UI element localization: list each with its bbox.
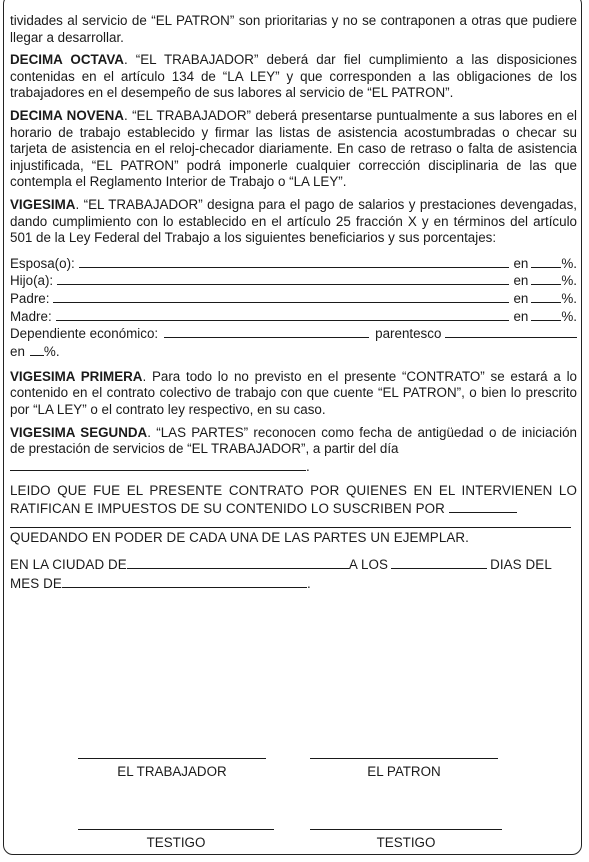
clause-text: . “LAS PARTES” reconocen como fecha de antigüedad o de iniciación de prestación de servicios de “EL TRABAJADOR”, a partir del día	[10, 424, 577, 457]
beneficiary-name-field[interactable]	[79, 255, 510, 268]
dias-del-label: DIAS DEL	[490, 557, 552, 573]
beneficiary-label: Esposa(o):	[10, 255, 75, 271]
percent-field[interactable]	[531, 272, 561, 285]
clause-text: . “EL TRABAJADOR” designa para el pago de salarios y prestaciones devengadas, dando cumplimiento con lo establecido en el artículo 25 fracción X y en términos del artículo 501 de la Ley Federal del Trabajo a los siguientes beneficiarios y sus porcentajes:	[10, 196, 577, 246]
percent-field[interactable]	[531, 255, 561, 268]
signature-testigo-2	[310, 829, 502, 852]
en-label: en	[513, 255, 529, 271]
percent-field[interactable]	[531, 290, 561, 303]
clause-decima-novena	[10, 108, 577, 191]
suscriben-continuation-line[interactable]	[10, 518, 571, 528]
clause-heading: VIGESIMA SEGUNDA	[10, 424, 148, 440]
clause-heading: VIGESIMA PRIMERA	[10, 368, 143, 384]
closing-quedando: QUEDANDO EN PODER DE CADA UNA DE LAS PARTES UN EJEMPLAR.	[10, 529, 470, 545]
clause-text: . “EL TRABAJADOR” deberá presentarse puntualmente a sus labores en el horario de trabajo establecido y firmar las listas de asistencia acostumbradas o checar su tarjeta de asistencia en el reloj-checador diariamente. En caso de retraso o falta de asistencia injustificada, “EL PATRON” podrá imponerle cualquier corrección disciplinaria de las que contempla el Reglamento Interior de Trabajo o “LA LEY”.	[10, 107, 577, 190]
dependiente-percent-row	[10, 343, 577, 361]
beneficiary-row-hijo	[10, 272, 577, 290]
leido-text: LEIDO QUE FUE EL PRESENTE CONTRATO POR QUIENES EN EL INTERVIENEN LO RATIFICAN E IMPUESTOS DE SU CONTENIDO LO SUSCRIBEN POR	[10, 483, 577, 516]
en-label: en	[513, 308, 529, 324]
period: .	[306, 575, 311, 591]
percent-field[interactable]	[30, 343, 44, 356]
beneficiary-label: Madre:	[10, 308, 52, 324]
clause-vigesima-primera	[10, 369, 577, 419]
signature-patron	[310, 758, 498, 781]
dependiente-name-field[interactable]	[164, 325, 369, 338]
beneficiary-row-esposa	[10, 255, 577, 273]
percent-sign: %.	[43, 344, 60, 360]
beneficiary-name-field[interactable]	[56, 308, 510, 321]
parentesco-label: parentesco	[375, 326, 442, 342]
clause-decima-octava	[10, 52, 577, 102]
beneficiary-label: Hijo(a):	[10, 273, 54, 289]
percent-group	[513, 308, 577, 326]
beneficiary-row-madre	[10, 308, 577, 326]
signature-label: EL PATRON	[367, 764, 441, 779]
signature-line[interactable]	[310, 829, 502, 830]
mes-de-label: MES DE	[10, 575, 62, 591]
ciudad-label: EN LA CIUDAD DE	[10, 557, 127, 573]
signature-trabajador	[78, 758, 266, 781]
city-date-line	[10, 556, 577, 574]
month-line	[10, 575, 577, 593]
percent-sign: %.	[561, 308, 577, 324]
percent-sign: %.	[561, 255, 577, 271]
contract-body	[10, 13, 577, 592]
city-field[interactable]	[127, 556, 349, 569]
percent-sign: %.	[561, 273, 577, 289]
clause-vigesima-segunda: VIGESIMA SEGUNDA. “LAS PARTES” reconocen como fecha de antigüedad o de iniciación de prestación de servicios de “EL TRABAJADOR”, a partir del día .	[10, 424, 577, 474]
clause-heading: VIGESIMA	[10, 196, 76, 212]
signature-line[interactable]	[310, 758, 498, 759]
dependiente-label: Dependiente económico:	[10, 326, 159, 342]
signature-testigo-1	[78, 829, 274, 852]
a-los-label: A LOS	[348, 557, 389, 573]
en-label: en	[513, 291, 529, 307]
intro-paragraph: tividades al servicio de “EL PATRON” son prioritarias y no se contraponen a otras que pudiere llegar a desarrollar.	[10, 13, 577, 45]
suscriben-field[interactable]	[449, 500, 517, 513]
signature-label: TESTIGO	[146, 835, 206, 850]
signature-line[interactable]	[78, 758, 266, 759]
beneficiary-list	[10, 255, 577, 361]
signature-label: EL TRABAJADOR	[117, 764, 227, 779]
closing-leido	[10, 483, 577, 517]
beneficiary-name-field[interactable]	[53, 290, 509, 303]
clause-vigesima	[10, 197, 577, 247]
signature-line[interactable]	[78, 829, 274, 830]
signature-label: TESTIGO	[376, 835, 436, 850]
percent-field[interactable]	[531, 308, 561, 321]
clause-text: . “EL TRABAJADOR” deberá dar fiel cumplimiento a las disposiciones contenidas en el artículo 134 de “LA LEY” y que corresponden a las obligaciones de los trabajadores en el desempeño de sus labores al servicio de “EL PATRON”.	[10, 52, 577, 101]
days-field[interactable]	[391, 556, 487, 569]
percent-group	[513, 255, 577, 273]
dependiente-row	[10, 325, 577, 343]
beneficiary-name-field[interactable]	[57, 272, 509, 285]
parentesco-field[interactable]	[445, 325, 577, 338]
clause-heading: DECIMA OCTAVA	[10, 52, 124, 68]
en-label: en	[10, 344, 25, 360]
clause-heading: DECIMA NOVENA	[10, 107, 124, 123]
percent-group	[513, 272, 577, 290]
clause-text: . Para todo lo no previsto en el presente “CONTRATO” se estará a lo contenido en el contrato colectivo de trabajo con que cuente “EL PATRON”, o bien lo prescrito por “LA LEY” o el contrato ley respectivo, en su caso.	[10, 368, 577, 418]
beneficiary-label: Padre:	[10, 291, 50, 307]
month-field[interactable]	[62, 575, 307, 588]
beneficiary-row-padre	[10, 290, 577, 308]
en-label: en	[513, 273, 529, 289]
start-date-field[interactable]	[10, 458, 306, 471]
percent-sign: %.	[561, 291, 577, 307]
percent-group	[513, 290, 577, 308]
